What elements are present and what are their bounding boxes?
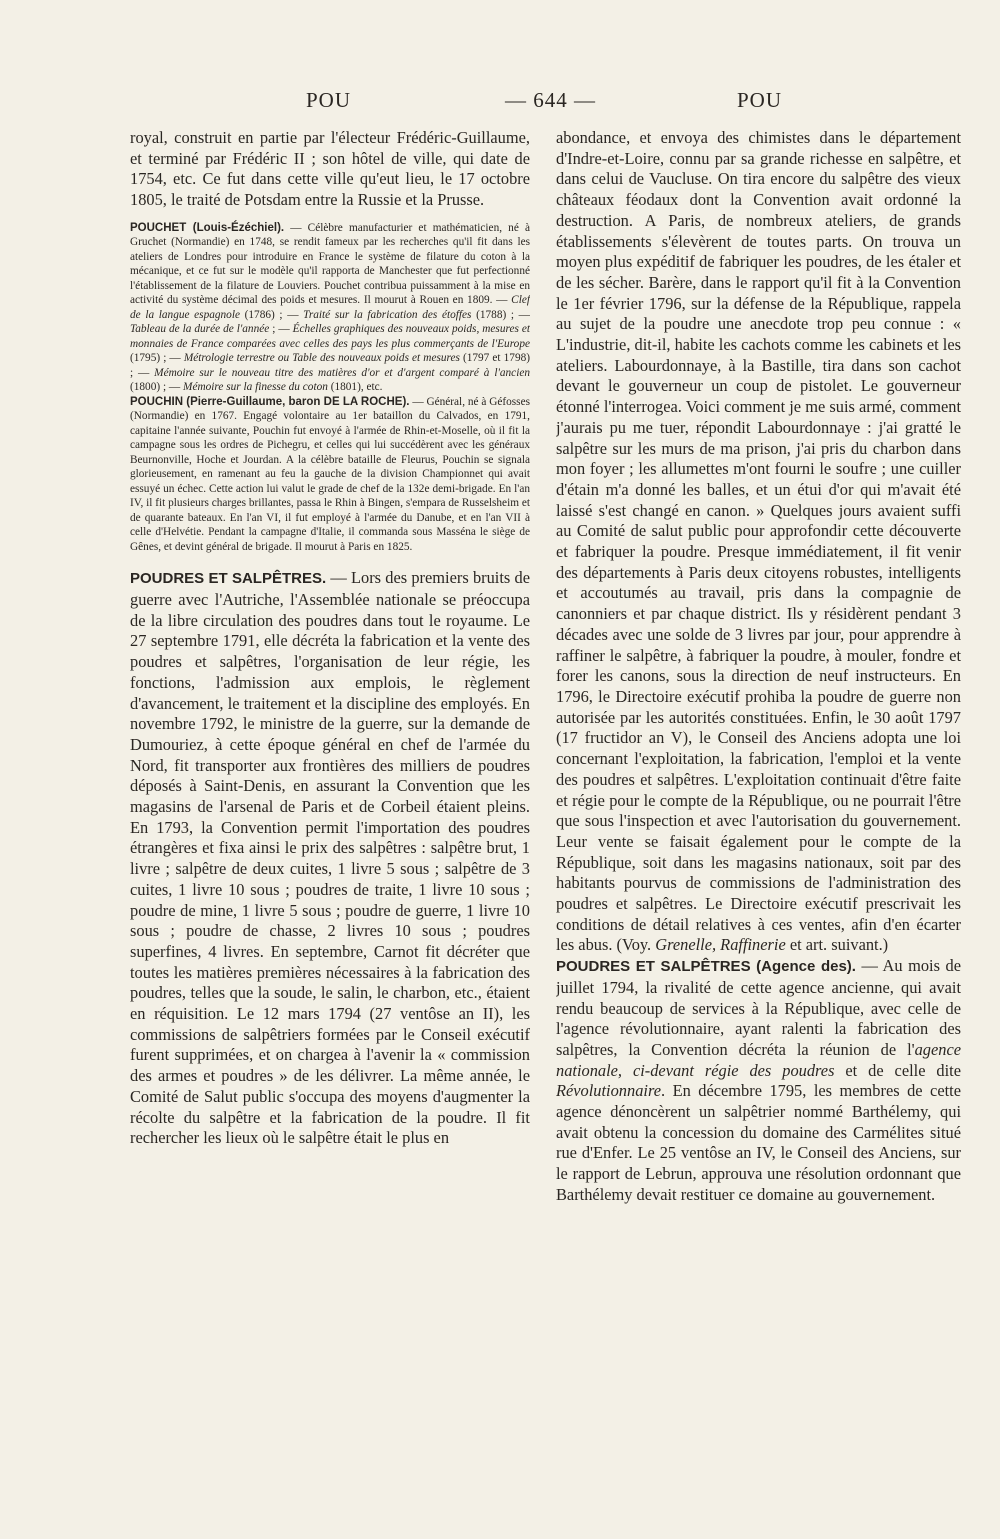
entry-agence-des-poudres: POUDRES ET SALPÊTRES (Agence des). — Au mois de juillet 1794, la rivalité de cette agence ancienne, qui avait rendu beaucoup de services à la République, avec celle de l'agence révolutionnaire, ayant ralenti la fabrication des salpêtres, la Convention décréta la réunion de l'agence nationale, ci-devant régie des poudres et de celle dite Révolutionnaire. En décembre 1795, les membres de cette agence dénoncèrent un salpêtrier nommé Barthélemy, qui avait obtenu la concession du domaine des Carmélites situé rue d'Enfer. Le 25 ventôse an IV, le Conseil des Anciens, sur le rapport de Lebrun, approuva une résolution ordonnant que Barthélemy devait restituer ce domaine au gouvernement. bbox=[556, 956, 961, 1204]
entry-heading-agence: POUDRES ET SALPÊTRES (Agence des). bbox=[556, 958, 856, 976]
page-header bbox=[0, 88, 1000, 118]
running-head-right: POU bbox=[737, 88, 783, 112]
entry-poudres-et-salpetres: POUDRES ET SALPÊTRES. — Lors des premiers bruits de guerre avec l'Autriche, l'Assemblée nationale se préoccupa de la libre circulation des poudres dans tout le royaume. Le 27 septembre 1791, elle décréta la fabrication et la vente des poudres et salpêtres, l'organisation de leur régie, les fonctions, l'admission aux emplois, le règlement d'avancement, le traitement et la discipline des employés. En novembre 1792, le ministre de la guerre, sur la demande de Dumouriez, à cette époque général en chef de l'armée du Nord, fit transporter aux frontières des milliers de poudres déposés à Saint-Denis, en assurant la Convention que les magasins de l'arsenal de Paris et de Corbeil étaient pleins. En 1793, la Convention permit l'importation des poudres étrangères et fixa ainsi le prix des salpêtres : salpêtre brut, 1 livre ; salpêtre de deux cuites, 1 livre 5 sous ; salpêtre de 3 cuites, 1 livre 10 sous ; poudres de traite, 1 livre 10 sous ; poudre de mine, 1 livre 5 sous ; poudre de guerre, 1 livre 10 sous ; poudre de chasse, 2 livres 10 sous ; poudres superfines, 4 livres. En septembre, Carnot fit décréter que toutes les matières premières nécessaires à la fabrication des poudres, telles que la soude, le salin, le charbon, etc., étaient en réquisition. Le 12 mars 1794 (27 ventôse an II), les commissions de salpêtriers formées par le Conseil exécutif furent supprimées, et on chargea à l'avenir la « commission des armes et poudres » de les délivrer. La même année, le Comité de Salut public s'occupa des moyens d'augmenter la récolte du salpêtre et la fabrication de la poudre. Il fit rechercher les lieux où le salpêtre était le plus en bbox=[130, 568, 530, 1148]
entry-heading-poudres: POUDRES ET SALPÊTRES. bbox=[130, 570, 327, 588]
right-column bbox=[556, 128, 961, 1388]
poudres-continuation: abondance, et envoya des chimistes dans le département d'Indre-et-Loire, connu par sa grande richesse en salpêtre, et dans celui de Vaucluse. On tira encore du salpêtre des vieux châteaux féodaux dont la Convention avait ordonné la destruction. A Paris, de nombreux ateliers, de grands établissements s'élevèrent de toutes parts. On trouva un moyen plus expéditif de fabriquer les poudres, de les étaler et de les sécher. Barère, dans le rapport qu'il fit à la Convention le 1er février 1796, sur la défense de la République, rappela au sujet de la poudre une anecdote trop peu connue : « L'industrie, dit-il, habite les cachots comme les cabinets et les ateliers. Labourdonnaye, à la Bastille, tira dans son cachot devant le gouverneur un coup de pistolet. Le gouverneur étonné l'interrogea. Voici comment je me suis armé, comment j'aurais pu me tuer, répondit Labourdonnaye : j'ai gratté le salpêtre sur les murs de ma prison, j'ai pris du charbon dans mon foyer ; les allumettes m'ont fourni le soufre ; une cuiller d'étain m'a donné les balles, et un étui d'or qui m'avait été laissé s'est changé en canon. » Quelques jours avaient suffi au Comité de salut public pour approfondir cette découverte et fabriquer la poudre. Presque immédiatement, il fit venir des départements à Paris deux citoyens robustes, intelligents et accoutumés au travail, pris dans la compagnie de canonniers et par chaque district. Ils y résidèrent pendant 3 décades avec une solde de 3 livres par jour, pour apprendre à raffiner le salpêtre, à fabriquer la poudre, à mouler, fondre et forer les canons, sous la direction de neuf instructeurs. En 1796, le Directoire exécutif prohiba la poudre de guerre non autorisée par les autorités constituées. Enfin, le 30 août 1797 (17 fructidor an V), le Conseil des Anciens adopta une loi concernant l'exploitation, la fabrication, l'emploi et la vente des poudres et salpêtres. L'exploitation continuait d'être faite et régie pour le compte de la République, ou ne pourrait l'être que sous l'inspection et avec l'autorisation du gouvernement. Leur vente se faisait également pour le compte de la République, soit dans les magasins nationaux, soit par des habitants pourvus de commissions de l'administration des poudres et salpêtres. Le Directoire exécutif prescrivait les conditions de détail relatives à ces ventes, afin d'en écarter les abus. (Voy. Grenelle, Raffinerie et art. suivant.) bbox=[556, 128, 961, 955]
entry-pouchet: POUCHET (Louis-Ézéchiel). — Célèbre manufacturier et mathématicien, né à Gruchet (Normandie) en 1748, se rendit fameux par les recherches qu'il fit dans les ateliers de Londres pour introduire en France le système de filature du coton à la mécanique, et ce fut sur le modèle qu'il rapporta de Manchester que fut perfectionné l'établissement de la filature de Louviers. Pouchet contribua puissamment à la mise en activité du système décimal des poids et mesures. Il mourut à Rouen en 1809. — Clef de la langue espagnole (1786) ; — Traité sur la fabrication des étoffes (1788) ; — Tableau de la durée de l'année ; — Échelles graphiques des nouveaux poids, mesures et monnaies de France comparées avec celles des pays les plus commerçants de l'Europe (1795) ; — Métrologie terrestre ou Table des nouveaux poids et mesures (1797 et 1798) ; — Mémoire sur le nouveau titre des matières d'or et d'argent comparé à l'ancien (1800) ; — Mémoire sur la finesse du coton (1801), etc. bbox=[130, 221, 530, 394]
page-number: — 644 — bbox=[505, 88, 596, 112]
entry-heading-pouchet: POUCHET (Louis-Ézéchiel). bbox=[130, 221, 285, 234]
entry-heading-pouchin: POUCHIN (Pierre-Guillaume, baron DE LA ROCHE). bbox=[130, 395, 410, 408]
running-head-left: POU bbox=[306, 88, 352, 112]
left-column bbox=[130, 128, 530, 1388]
entry-pouchin: POUCHIN (Pierre-Guillaume, baron DE LA ROCHE). — Général, né à Géfosses (Normandie) en 1767. Engagé volontaire au 1er bataillon du Calvados, en 1791, capitaine l'année suivante, Pouchin fut envoyé à l'armée de Rhin-et-Moselle, où il fit la campagne sous les ordres de Pichegru, et celles qui lui succédèrent avec les généraux Beurnonville, Hoche et Jourdan. A la célèbre bataille de Fleurus, Pouchin se signala glorieusement, en ramenant au feu la gauche de la division Championnet qui avait essuyé un échec. Cette action lui valut le grade de chef de la 132e demi-brigade. En l'an IV, il fit plusieurs charges brillantes, passa le Rhin à Bingen, s'empara de Russelsheim et de quarante bateaux. En l'an VI, il fut employé à l'armée du Danube, et en l'an VII à celle d'Helvétie. Pendant la campagne d'Italie, il commanda sous Masséna le siège de Gênes, et devint général de brigade. Il mourut à Paris en 1825. bbox=[130, 395, 530, 553]
potsdam-continuation: royal, construit en partie par l'électeur Frédéric-Guillaume, et terminé par Frédéric II ; son hôtel de ville, qui date de 1754, etc. Ce fut dans cette ville qu'eut lieu, le 17 octobre 1805, le traité de Potsdam entre la Russie et la Prusse. bbox=[130, 128, 530, 210]
